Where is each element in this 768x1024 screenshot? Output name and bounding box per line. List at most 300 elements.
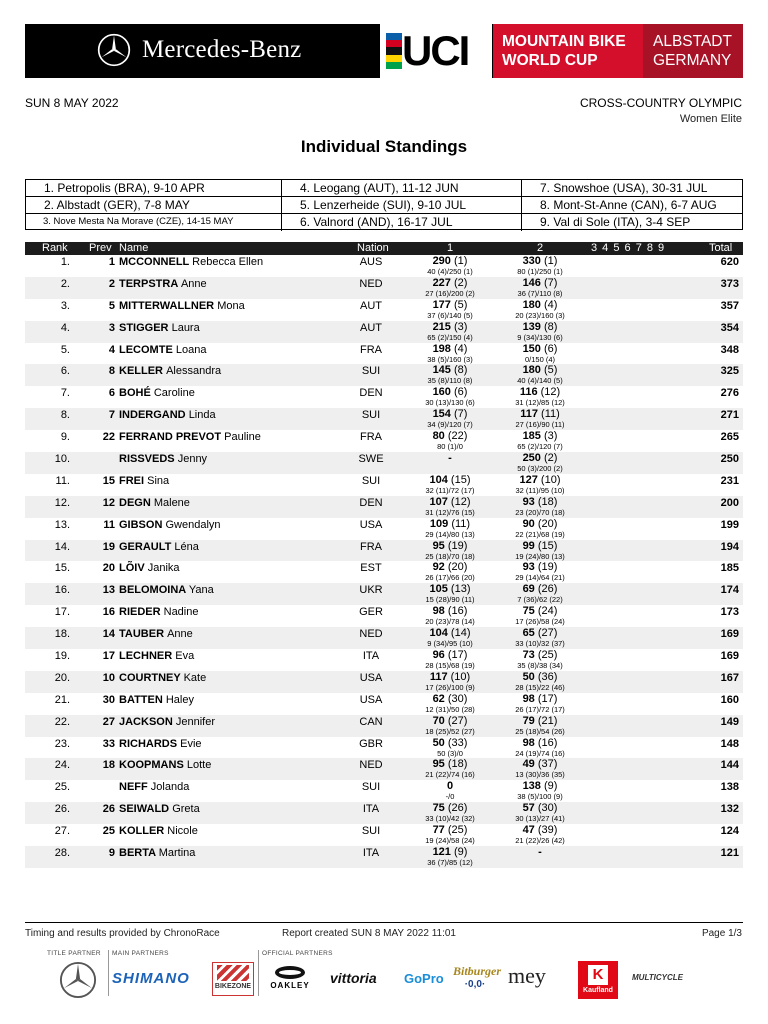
race-2-points: [505, 824, 575, 836]
column-total: Total: [709, 242, 733, 254]
race-1-points: [415, 299, 485, 311]
rank: 14.: [54, 540, 70, 553]
race-cell: 7. Snowshoe (USA), 30-31 JUL: [522, 180, 742, 197]
race-1-position: (20): [447, 561, 468, 574]
footer-divider: [25, 922, 743, 923]
page-number: Page 1/3: [701, 928, 742, 939]
race-1-breakdown: 20 (23)/78 (14): [425, 617, 475, 627]
race-1-points: [415, 627, 485, 639]
race-1-score: 227: [432, 276, 451, 289]
rank: 12.: [54, 496, 70, 509]
table-row: [25, 802, 743, 824]
rider-name: [119, 825, 198, 837]
race-cell: 6. Valnord (AND), 16-17 JUL: [282, 214, 522, 231]
race-1-position: (3): [453, 320, 468, 333]
rider-name: [119, 847, 195, 859]
table-row: [25, 518, 743, 540]
oakley-ellipse-icon: [275, 966, 305, 979]
race-2-position: (12): [540, 386, 561, 399]
total-points: 148: [720, 737, 739, 750]
race-1-position: (8): [453, 364, 468, 377]
total-points: 354: [720, 321, 739, 334]
race-1-position: (2): [453, 276, 468, 289]
rider-name: [119, 716, 215, 728]
race-2-breakdown: 21 (22)/26 (42): [515, 836, 565, 846]
race-1-points: [415, 780, 485, 792]
previous-rank: 27: [102, 715, 115, 728]
race-1-breakdown: 27 (16)/200 (2): [425, 288, 475, 298]
race-1-score: 160: [432, 386, 451, 399]
rider-first-name: Jennifer: [175, 715, 215, 728]
column-races-3-9: 3 4 5 6 7 8 9: [591, 242, 665, 254]
race-2-breakdown: 22 (21)/68 (19): [515, 529, 565, 539]
rider-first-name: Yana: [188, 584, 214, 597]
race-1-position: (1): [453, 255, 468, 267]
race-2-points: [505, 846, 575, 858]
race-cell: 1. Petropolis (BRA), 9-10 APR: [26, 180, 282, 197]
previous-rank: 13: [102, 584, 115, 597]
previous-rank: 2: [108, 277, 115, 290]
race-2-points: [505, 802, 575, 814]
race-2-points: [505, 649, 575, 661]
previous-rank: 20: [102, 562, 115, 575]
rider-name: [119, 803, 200, 815]
rider-name: [119, 300, 245, 312]
race-1-points: [415, 474, 485, 486]
race-1-position: (7): [453, 408, 468, 421]
rider-name: [119, 781, 189, 793]
race-1-position: (13): [450, 583, 471, 596]
race-1-score: 177: [432, 298, 451, 311]
rider-last-name: COURTNEY: [119, 671, 181, 684]
series-title: MOUNTAIN BIKE WORLD CUP: [493, 24, 643, 78]
previous-rank: 30: [102, 693, 115, 706]
race-2-points: [505, 299, 575, 311]
race-2-points: [505, 780, 575, 792]
standings-table: [25, 255, 743, 868]
race-1-points: [415, 583, 485, 595]
race-2-breakdown: 65 (2)/120 (7): [517, 442, 563, 452]
race-1-breakdown: 26 (17)/66 (20): [425, 573, 475, 583]
table-row: [25, 430, 743, 452]
race-2-score: 69: [522, 583, 535, 596]
race-1-position: (5): [453, 298, 468, 311]
race-2-score: 116: [519, 386, 538, 399]
nation: UKR: [359, 584, 383, 597]
race-1-breakdown: 28 (15)/68 (19): [425, 661, 475, 671]
nation: USA: [359, 671, 383, 684]
race-2-score: 93: [522, 561, 535, 574]
table-row: [25, 474, 743, 496]
event-discipline: CROSS-COUNTRY OLYMPIC: [579, 96, 742, 110]
race-2-position: (37): [537, 758, 558, 771]
uci-text: UCI: [402, 27, 469, 74]
race-1-points: [415, 693, 485, 705]
race-2-position: (7): [543, 276, 558, 289]
race-1-points: [415, 649, 485, 661]
race-2-score: 150: [522, 342, 541, 355]
rank: 22.: [54, 715, 70, 728]
rider-last-name: BOHÉ: [119, 387, 151, 400]
rider-first-name: Haley: [165, 693, 194, 706]
previous-rank: 11: [103, 518, 115, 531]
race-2-breakdown: 9 (34)/130 (6): [517, 332, 563, 342]
previous-rank: 6: [108, 387, 115, 400]
total-points: 271: [720, 409, 739, 422]
race-calendar: [25, 179, 743, 230]
rider-first-name: Nadine: [163, 606, 199, 619]
race-2-score: 93: [522, 495, 535, 508]
race-2-score: 185: [522, 430, 541, 443]
sponsor-divider: [108, 950, 109, 996]
race-1-score: 109: [429, 517, 449, 530]
rider-last-name: RISSVEDS: [119, 453, 175, 466]
race-2-breakdown: 31 (12)/85 (12): [515, 398, 565, 408]
race-2-points: [505, 583, 575, 595]
nation: AUT: [360, 299, 382, 312]
race-2-breakdown: 35 (8)/38 (34): [517, 661, 563, 671]
total-points: 138: [720, 781, 739, 794]
total-points: 169: [720, 628, 739, 641]
rider-first-name: Evie: [180, 737, 202, 750]
race-2-score: 250: [522, 452, 541, 465]
rider-name: [119, 541, 199, 553]
rider-name: [119, 344, 206, 356]
rider-last-name: BERTA: [119, 847, 156, 860]
race-2-position: (19): [537, 561, 558, 574]
rank: 4.: [60, 321, 70, 334]
race-2-position: (10): [540, 473, 561, 486]
race-cell: 2. Albstadt (GER), 7-8 MAY: [26, 197, 282, 214]
race-2-points: [505, 627, 575, 639]
race-2-points: [505, 321, 575, 333]
rank: 24.: [54, 759, 70, 772]
rank: 15.: [54, 562, 70, 575]
race-1-points: [415, 671, 485, 683]
race-1-points: [415, 386, 485, 398]
rank: 18.: [54, 628, 70, 641]
rank: 23.: [54, 737, 70, 750]
race-2-position: (25): [537, 649, 558, 662]
table-row: [25, 496, 743, 518]
table-row: [25, 386, 743, 408]
table-row: [25, 255, 743, 277]
previous-rank: 4: [108, 343, 115, 356]
total-points: 194: [720, 540, 739, 553]
total-points: 265: [720, 431, 739, 444]
previous-rank: 14: [102, 628, 115, 641]
race-2-position: (4): [543, 298, 558, 311]
race-1-score: 290: [432, 255, 451, 267]
race-2-breakdown: 20 (23)/160 (3): [515, 310, 565, 320]
rider-first-name: Anne: [180, 277, 207, 290]
race-1-points: [415, 846, 485, 858]
race-1-position: (14): [450, 627, 471, 640]
race-2-score: 146: [522, 276, 541, 289]
race-2-points: [505, 277, 575, 289]
total-points: 357: [720, 299, 739, 312]
table-row: [25, 277, 743, 299]
race-1-position: (33): [447, 736, 468, 749]
race-1-score: 104: [429, 627, 448, 640]
race-2-breakdown: 80 (1)/250 (1): [517, 267, 563, 276]
race-1-position: (12): [450, 495, 471, 508]
nation: USA: [359, 518, 383, 531]
race-2-breakdown: 24 (19)/74 (16): [515, 748, 565, 758]
total-points: 144: [720, 759, 739, 772]
race-2-points: [505, 408, 575, 420]
race-1-breakdown: 15 (28)/90 (11): [425, 595, 475, 605]
previous-rank: 22: [102, 431, 115, 444]
rank: 17.: [54, 606, 70, 619]
race-1-score: 105: [429, 583, 448, 596]
rider-last-name: KOOPMANS: [119, 759, 184, 772]
race-1-breakdown: 50 (3)/0: [437, 748, 463, 758]
total-points: 373: [720, 277, 739, 290]
race-2-points: [505, 496, 575, 508]
column-prev: Prev: [89, 242, 112, 254]
race-1-breakdown: 21 (22)/74 (16): [425, 770, 475, 780]
race-2-breakdown: 23 (20)/70 (18): [515, 507, 565, 517]
race-2-breakdown: 27 (16)/90 (11): [515, 420, 565, 430]
rider-first-name: Martina: [158, 847, 196, 860]
nation: CAN: [359, 715, 383, 728]
race-1-breakdown: 33 (10)/42 (32): [425, 814, 475, 824]
race-1-points: [415, 364, 485, 376]
race-2-score: 50: [522, 670, 535, 683]
rider-name: [119, 650, 194, 662]
race-2-score: 65: [522, 627, 535, 640]
race-2-breakdown: 13 (30)/36 (35): [515, 770, 565, 780]
race-2-score: 98: [522, 736, 535, 749]
race-2-points: [505, 474, 575, 486]
race-2-breakdown: 19 (24)/80 (13): [515, 551, 565, 561]
rider-first-name: Gwendalyn: [165, 518, 221, 531]
rider-name: [119, 759, 211, 771]
race-1-score: 104: [429, 473, 448, 486]
race-1-points: [415, 802, 485, 814]
race-2-score: 330: [522, 255, 541, 267]
previous-rank: 25: [102, 825, 115, 838]
rank: 6.: [60, 365, 70, 378]
race-1-score: 95: [432, 758, 445, 771]
race-2-score: 180: [522, 298, 541, 311]
race-cell: 9. Val di Sole (ITA), 3-4 SEP: [540, 215, 691, 229]
nation: NED: [359, 759, 383, 772]
rider-name: [119, 453, 207, 465]
race-2-score: 73: [522, 649, 535, 662]
race-2-points: [505, 540, 575, 552]
rider-last-name: JACKSON: [119, 715, 173, 728]
previous-rank: 7: [108, 409, 115, 422]
rider-first-name: Sina: [147, 474, 170, 487]
race-1-score: 154: [432, 408, 451, 421]
race-2-position: (5): [543, 364, 558, 377]
rider-name: [119, 409, 216, 421]
total-points: 620: [720, 256, 739, 268]
rank: 21.: [54, 693, 70, 706]
race-2-position: (16): [537, 736, 558, 749]
rank: 9.: [60, 431, 70, 444]
rank: 28.: [54, 847, 70, 860]
rider-first-name: Janika: [147, 562, 180, 575]
race-1-score: 107: [429, 495, 448, 508]
race-2-breakdown: 17 (26)/58 (24): [515, 617, 565, 627]
nation: USA: [359, 693, 383, 706]
race-1-breakdown: 30 (13)/130 (6): [425, 398, 475, 408]
rider-last-name: DEGN: [119, 496, 151, 509]
race-2-score: -: [538, 846, 542, 859]
sponsor-divider: [258, 950, 259, 996]
rank: 3.: [60, 299, 70, 312]
nation: AUS: [359, 256, 383, 268]
title-partner-label: TITLE PARTNER: [47, 950, 101, 957]
table-row: [25, 627, 743, 649]
rider-name: [119, 365, 221, 377]
race-2-score: 99: [522, 539, 535, 552]
rank: 1.: [60, 256, 70, 268]
table-row: [25, 693, 743, 715]
mercedes-star-icon: [59, 961, 97, 999]
race-1-points: [415, 430, 485, 442]
rider-name: [119, 738, 202, 750]
rider-first-name: Malene: [153, 496, 190, 509]
total-points: 250: [720, 453, 739, 466]
table-row: [25, 583, 743, 605]
rank: 16.: [54, 584, 70, 597]
race-1-breakdown: 12 (31)/50 (28): [425, 704, 475, 714]
previous-rank: 19: [102, 540, 115, 553]
nation: SWE: [358, 453, 384, 466]
kaufland-k-icon: K: [588, 965, 608, 985]
race-1-position: (25): [447, 824, 468, 837]
mercedes-star-icon: [97, 33, 131, 67]
race-2-points: [505, 605, 575, 617]
race-1-points: [415, 737, 485, 749]
rider-name: [119, 584, 214, 596]
oakley-logo: OAKLEY: [264, 966, 316, 990]
race-cell: 3. Nove Mesta Na Morave (CZE), 14-15 MAY: [26, 214, 282, 231]
race-1-position: (22): [447, 430, 468, 443]
race-2-breakdown: 7 (36)/62 (22): [517, 595, 563, 605]
nation: NED: [359, 628, 383, 641]
race-1-points: [415, 540, 485, 552]
previous-rank: 16: [102, 606, 115, 619]
nation: SUI: [361, 781, 381, 794]
rider-last-name: LECHNER: [119, 650, 173, 663]
event-date: SUN 8 MAY 2022: [25, 96, 119, 110]
race-1-points: [415, 343, 485, 355]
race-1-position: (10): [450, 670, 471, 683]
rider-first-name: Rebecca Ellen: [192, 256, 264, 268]
rider-last-name: LÕIV: [119, 562, 145, 575]
race-2-position: (39): [537, 824, 558, 837]
nation: EST: [360, 562, 382, 575]
race-2-breakdown: 25 (18)/54 (26): [515, 726, 565, 736]
race-2-breakdown: 32 (11)/95 (10): [515, 485, 565, 495]
table-row: [25, 780, 743, 802]
table-row: [25, 737, 743, 759]
previous-rank: 26: [102, 803, 115, 816]
rider-name: [119, 278, 207, 290]
race-2-position: (8): [543, 320, 558, 333]
total-points: 169: [720, 650, 739, 663]
bikezone-logo: BIKEZONE: [212, 962, 254, 996]
race-1-score: 96: [432, 649, 445, 662]
rider-first-name: Loana: [175, 343, 207, 356]
race-1-position: (15): [450, 473, 471, 486]
rider-last-name: RICHARDS: [119, 737, 178, 750]
race-2-points: [505, 364, 575, 376]
race-1-score: 92: [432, 561, 445, 574]
race-1-breakdown: 17 (26)/100 (9): [425, 682, 475, 692]
race-1-breakdown: 38 (5)/160 (3): [427, 354, 473, 364]
race-1-score: -: [448, 452, 452, 465]
race-2-breakdown: 30 (13)/27 (41): [515, 814, 565, 824]
nation: ITA: [362, 847, 380, 860]
nation: SUI: [361, 409, 381, 422]
rider-last-name: NEFF: [119, 781, 148, 794]
race-1-breakdown: -/0: [445, 792, 455, 802]
race-1-breakdown: 18 (25)/52 (27): [425, 726, 475, 736]
total-points: 276: [720, 387, 739, 400]
rider-first-name: Jenny: [177, 453, 208, 466]
race-2-points: [505, 452, 575, 464]
nation: FRA: [360, 540, 382, 553]
race-2-position: (15): [537, 539, 558, 552]
nation: AUT: [360, 321, 382, 334]
table-header: [25, 242, 743, 255]
table-row: [25, 846, 743, 868]
rider-first-name: Nicole: [167, 825, 198, 838]
race-1-score: 121: [432, 846, 451, 859]
bitburger-zero-icon: ·0,0·: [464, 979, 486, 990]
previous-rank: 9: [108, 847, 115, 860]
race-1-points: [415, 277, 485, 289]
previous-rank: 10: [102, 671, 115, 684]
table-row: [25, 364, 743, 386]
race-1-score: 198: [432, 342, 451, 355]
race-1-position: (30): [447, 692, 468, 705]
race-1-position: (27): [447, 714, 468, 727]
race-1-position: (17): [447, 649, 468, 662]
table-row: [25, 649, 743, 671]
total-points: 173: [720, 606, 739, 619]
table-row: [25, 452, 743, 474]
race-2-position: (20): [537, 517, 558, 530]
sponsor-name: Mercedes-Benz: [142, 36, 302, 63]
rank: 10.: [54, 453, 70, 466]
race-2-score: 117: [520, 408, 538, 421]
rainbow-stripes-icon: [386, 33, 402, 69]
event-location: ALBSTADT GERMANY: [643, 24, 743, 78]
rider-first-name: Jolanda: [150, 781, 190, 794]
race-2-breakdown: 29 (14)/64 (21): [515, 573, 565, 583]
rank: 5.: [60, 343, 70, 356]
total-points: 167: [720, 671, 739, 684]
race-1-breakdown: 32 (11)/72 (17): [425, 485, 475, 495]
race-2-score: 90: [522, 517, 535, 530]
vittoria-logo: vittoria: [330, 970, 377, 986]
race-2-breakdown: 33 (10)/32 (37): [515, 639, 565, 649]
rider-last-name: FERRAND PREVOT: [119, 431, 222, 444]
race-2-breakdown: 40 (4)/140 (5): [517, 376, 563, 386]
race-1-breakdown: 31 (12)/76 (15): [425, 507, 475, 517]
race-2-position: (2): [543, 452, 558, 465]
race-1-score: 62: [432, 692, 445, 705]
race-1-breakdown: 40 (4)/250 (1): [427, 267, 473, 276]
race-1-points: [415, 321, 485, 333]
